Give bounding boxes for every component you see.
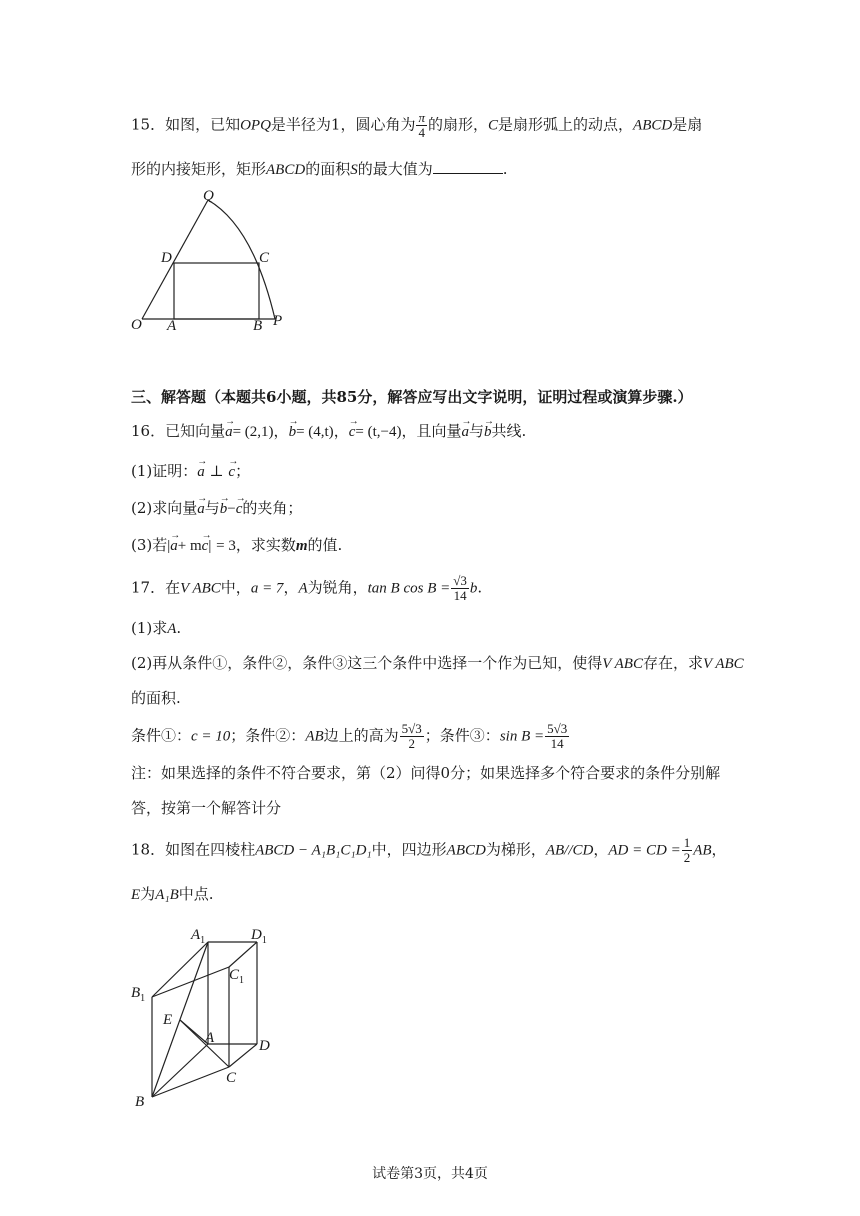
label-P: P bbox=[273, 313, 283, 329]
q15-line1: 15．如图，已知OPQ是半径为1，圆心角为 $\frac{\pi}{4}$ 的扇形，C是扇形弧上的动点，ABCD是扇 bbox=[131, 110, 703, 140]
q17-note-line2: 答，按第一个解答计分 bbox=[131, 799, 282, 817]
label-O: O bbox=[131, 317, 142, 333]
label-C: C bbox=[226, 1070, 237, 1086]
label-A: A bbox=[167, 318, 177, 334]
label-D: D bbox=[259, 1038, 270, 1054]
answer-blank[interactable] bbox=[433, 159, 503, 174]
page-footer: 试卷第3页，共4页 bbox=[372, 1166, 488, 1182]
q17-part2-line1: (2)再从条件①，条件②，条件③这三个条件中选择一个作为已知，使得V ABC存在，求V ABC bbox=[131, 654, 744, 672]
label-Q: Q bbox=[203, 188, 214, 204]
q17-part1: (1)求A. bbox=[131, 619, 182, 637]
label-B: B bbox=[135, 1094, 145, 1110]
prism-figure bbox=[125, 922, 285, 1112]
q16-part3: (3)若|→ a+ m→ c| = 3，求实数m的值. bbox=[131, 534, 342, 557]
q18-line2: E为A₁B中点. bbox=[131, 885, 214, 903]
label-C: C bbox=[259, 250, 270, 266]
q17-conditions: 条件①：c = 10；条件②：AB边上的高为 $\frac{5√3}{2}$ ；条件③：sin B = $\frac{5√3}{14}$ bbox=[131, 721, 568, 751]
label-A: A bbox=[205, 1030, 215, 1046]
sector-figure bbox=[125, 188, 295, 338]
q16-part1: (1)证明：→ a ⊥ → c； bbox=[131, 460, 250, 483]
label-C1: $C_1$ bbox=[229, 967, 245, 986]
label-A1: $A_1$ bbox=[191, 927, 206, 946]
opq-label: OPQ bbox=[240, 117, 271, 134]
vector-a: → a bbox=[225, 421, 233, 443]
q17-part2-line2: 的面积. bbox=[131, 689, 181, 707]
five-sqrt3-over-2: $\frac{5√3}{2}$ bbox=[401, 721, 422, 751]
q17-intro: 17．在V ABC中，a = 7，A为锐角，tan B cos B = $\frac{√3}{14}$ b. bbox=[131, 573, 483, 603]
sqrt3-over-14: $\frac{√3}{14}$ bbox=[453, 573, 467, 603]
label-B: B bbox=[253, 318, 263, 334]
pi-over-4: $\frac{\pi}{4}$ bbox=[418, 110, 425, 140]
q15-line2: 形的内接矩形，矩形ABCD的面积S的最大值为 . bbox=[131, 160, 508, 178]
label-D1: $D_1$ bbox=[251, 927, 267, 946]
vector-b: → b bbox=[289, 421, 297, 443]
five-sqrt3-over-14: $\frac{5√3}{14}$ bbox=[547, 721, 568, 751]
label-D: D bbox=[161, 250, 172, 266]
q16-intro: 16．已知向量→ a= (2,1)，→ b= (4,t)，→ c= (t,−4)，且向量→ a与→ b共线. bbox=[131, 420, 526, 443]
q17-note-line1: 注：如果选择的条件不符合要求，第（2）问得0分；如果选择多个符合要求的条件分别解 bbox=[131, 764, 721, 782]
one-half: $\frac{1}{2}$ bbox=[683, 835, 691, 865]
label-E: E bbox=[163, 1012, 173, 1028]
vector-c: → c bbox=[349, 421, 356, 443]
q16-part2: (2)求向量→ a与→ b−→ c的夹角； bbox=[131, 497, 302, 520]
label-B1: $B_1$ bbox=[131, 985, 146, 1004]
q18-intro: 18．如图在四棱柱ABCD − A₁B₁C₁D₁中，四边形ABCD为梯形，AB//CD，AD = CD = $\frac{1}{2}$ AB， bbox=[131, 835, 727, 865]
section3-heading: 三、解答题（本题共6小题，共85分，解答应写出文字说明，证明过程或演算步骤.） bbox=[131, 388, 693, 406]
